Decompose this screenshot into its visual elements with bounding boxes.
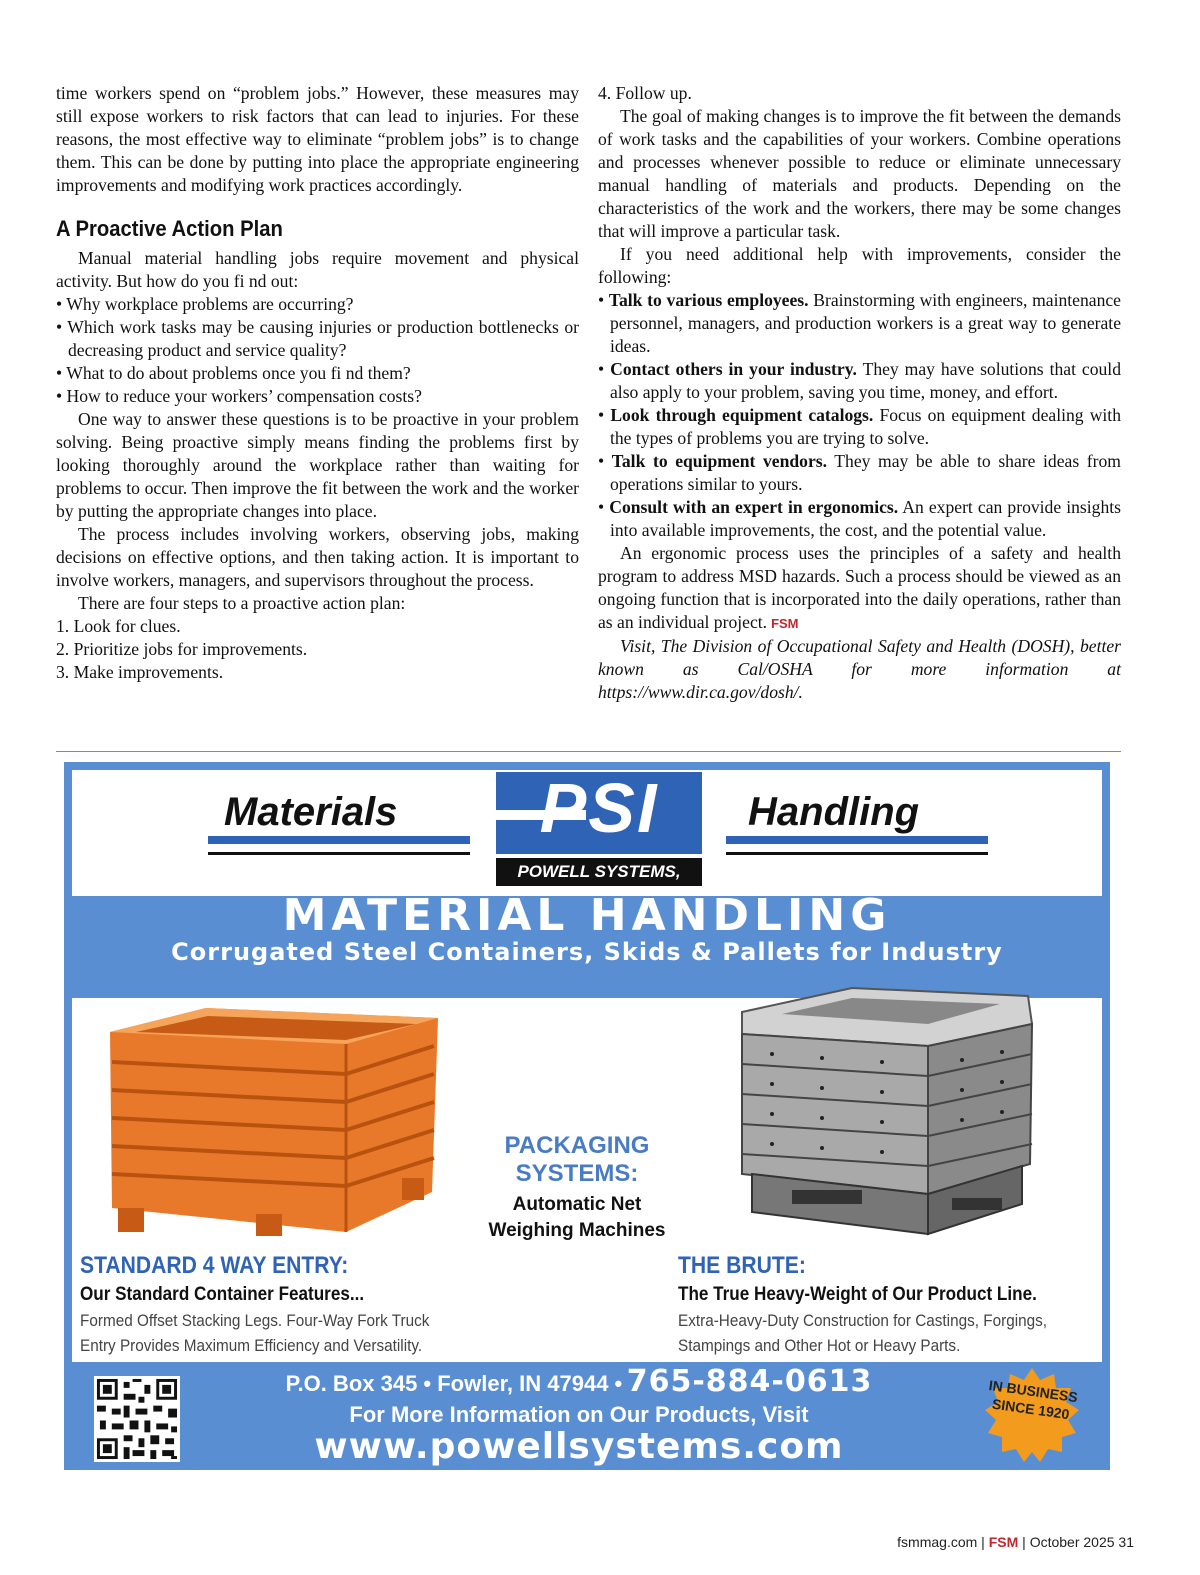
footer-issue: October 2025 — [1029, 1534, 1115, 1550]
ad-heading: MATERIAL HANDLING — [282, 890, 892, 941]
tip-item: • Talk to equipment vendors. They may be able to share ideas from operations similar to yours. — [598, 451, 1121, 494]
paragraph: If you need additional help with improvements, consider the following: — [598, 244, 1121, 287]
blue-bar — [726, 836, 988, 844]
badge-text: IN BUSINESS SINCE 1920 — [987, 1376, 1079, 1423]
fsm-end-tag: FSM — [771, 616, 799, 631]
section-heading: A Proactive Action Plan — [56, 216, 283, 241]
right-feature-subtitle: The True Heavy-Weight of Our Product Line. — [678, 1284, 1037, 1305]
left-feature-desc: Formed Offset Stacking Legs. Four-Way Fork Truck Entry Provides Maximum Efficiency and Versatility. — [80, 1311, 430, 1355]
packaging-title: PACKAGING SYSTEMS: — [504, 1132, 650, 1187]
word-handling: Handling — [748, 790, 920, 834]
ad-address-line — [184, 1364, 974, 1399]
left-column — [56, 82, 579, 684]
step-item: 2. Prioritize jobs for improvements. — [56, 639, 308, 659]
tip-item: • Consult with an expert in ergonomics. An expert can provide insights into available improvements, the cost, and the potential value. — [598, 497, 1121, 540]
website-link[interactable]: www.powellsystems.com — [314, 1426, 844, 1467]
tip-item: • Look through equipment catalogs. Focus on equipment dealing with the types of problems you are trying to solve. — [598, 405, 1121, 448]
black-bar — [726, 852, 988, 855]
word-materials: Materials — [224, 790, 398, 834]
paragraph: One way to answer these questions is to be proactive in your problem solving. Being proactive simply means finding the problems first by looking thoroughly around the workplace rather than waiting for problems to occur. Then improve the fit between the work and the worker by putting the appropriate changes into place. — [56, 409, 579, 521]
page-number: 31 — [1118, 1534, 1134, 1550]
ad-products-panel — [72, 998, 1102, 1362]
paragraph: Manual material handling jobs require movement and physical activity. But how do you fi nd out: — [56, 248, 579, 291]
ad-subheading: Corrugated Steel Containers, Skids & Pallets for Industry — [171, 938, 1003, 966]
ad-info-line: For More Information on Our Products, Visit — [349, 1402, 809, 1427]
footer-separator: | — [981, 1534, 985, 1550]
question-item: • Which work tasks may be causing injuries or production bottlenecks or decreasing product and service quality? — [56, 317, 579, 360]
step-item: 4. Follow up. — [598, 83, 692, 103]
question-item: • How to reduce your workers’ compensation costs? — [56, 386, 422, 406]
divider-rule — [56, 751, 1121, 752]
psi-logo-text: PSI — [539, 769, 659, 847]
footer-site: fsmmag.com — [897, 1534, 978, 1550]
source-note: Visit, The Division of Occupational Safety and Health (DOSH), better known as Cal/OSHA for more information at https://www.dir.ca.gov/dosh/. — [598, 636, 1121, 702]
step-item: 1. Look for clues. — [56, 616, 181, 636]
black-bar — [208, 852, 470, 855]
left-feature-subtitle: Our Standard Container Features... — [80, 1284, 365, 1305]
step-item: 3. Make improvements. — [56, 662, 224, 682]
paragraph: There are four steps to a proactive action plan: — [78, 593, 406, 613]
intro-paragraph: time workers spend on “problem jobs.” However, these measures may still expose workers to risk factors that can lead to injuries. For these reasons, the most effective way to eliminate “problem jobs” is to change them. This can be done by putting into place the appropriate engineering improvements and modifying work practices accordingly. — [56, 83, 579, 195]
right-column — [598, 82, 1121, 704]
footer-separator: | — [1022, 1534, 1026, 1550]
ad-logo-banner — [72, 770, 1102, 896]
address: P.O. Box 345 • Fowler, IN 47944 • — [285, 1371, 623, 1396]
footer-brand: FSM — [988, 1534, 1019, 1550]
gray-container-image — [732, 984, 1042, 1244]
phone-number[interactable]: 765-884-0613 — [626, 1364, 873, 1399]
paragraph: An ergonomic process uses the principles of a safety and health program to address MSD hazards. Such a process should be viewed as an ongoing function that is incorporated into the daily operations, rather than as an individual project. FSM — [598, 543, 1121, 632]
tip-item: • Contact others in your industry. They may have solutions that could also apply to your problem, saving you time, money, and effort. — [598, 359, 1121, 402]
page-footer — [897, 1534, 1134, 1550]
question-item: • Why workplace problems are occurring? — [56, 294, 354, 314]
orange-container-image — [96, 1002, 446, 1238]
qr-code-icon[interactable] — [94, 1376, 180, 1462]
right-feature-title: THE BRUTE: — [678, 1252, 806, 1279]
right-feature-desc: Extra-Heavy-Duty Construction for Castings, Forgings, Stampings and Other Hot or Heavy Parts. — [678, 1311, 1048, 1355]
tip-item: • Talk to various employees. Brainstorming with engineers, maintenance personnel, managers, and production workers is a great way to generate ideas. — [598, 290, 1121, 356]
blue-bar — [208, 836, 470, 844]
paragraph: The process includes involving workers, observing jobs, making decisions on effective options, and then taking action. It is important to involve workers, managers, and supervisors throughout the process. — [56, 524, 579, 590]
powell-systems-ad[interactable] — [64, 762, 1110, 1470]
psi-logo — [496, 769, 702, 854]
company-name: POWELL SYSTEMS, — [496, 858, 702, 886]
paragraph: The goal of making changes is to improve the fit between the demands of work tasks and the capabilities of your workers. Combine operations and processes whenever possible to reduce or eliminate unnecessary manual handling of materials and products. Depending on the characteristics of the work and the workers, there may be some changes that will improve a particular task. — [598, 106, 1121, 241]
question-item: • What to do about problems once you fi nd them? — [56, 363, 411, 383]
packaging-subtitle: Automatic Net Weighing Machines — [488, 1194, 666, 1241]
left-feature-title: STANDARD 4 WAY ENTRY: — [80, 1252, 349, 1279]
